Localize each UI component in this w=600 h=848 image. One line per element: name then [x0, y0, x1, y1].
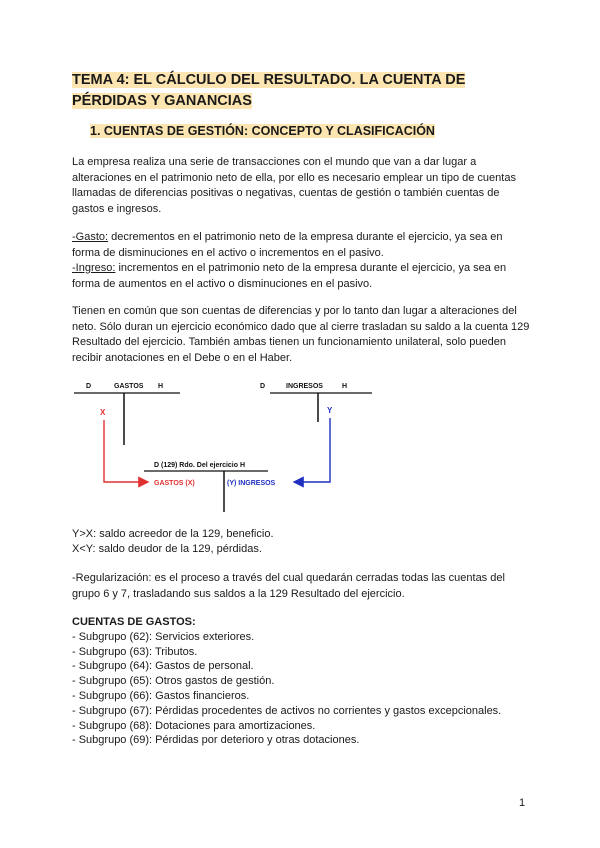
- result-line-2: X<Y: saldo deudor de la 129, pérdidas.: [72, 543, 262, 555]
- regularizacion-paragraph: -Regularización: es el proceso a través del cual quedarán cerradas todas las cuentas del grupo 6 y 7, trasladando sus saldos a la 129 Resultado del ejercicio.: [72, 572, 505, 600]
- gasto-text: decrementos en el patrimonio neto de la empresa durante el ejercicio, ya sea en forma de disminuciones en el activo o incrementos en el pasivo.: [72, 231, 503, 259]
- list-item: - Subgrupo (67): Pérdidas procedentes de activos no corrientes y gastos excepcionales.: [72, 704, 502, 717]
- expense-accounts-heading: CUENTAS DE GASTOS:: [72, 616, 196, 628]
- result-gastos-entry: GASTOS (X): [154, 480, 195, 487]
- list-item: - Subgrupo (64): Gastos de personal.: [72, 660, 254, 673]
- list-item: - Subgrupo (66): Gastos financieros.: [72, 689, 250, 702]
- x-label: X: [100, 408, 106, 417]
- ingreso-text: incrementos en el patrimonio neto de la empresa durante el ejercicio, ya sea en forma de aumentos en el activo o disminuciones en el pasivo.: [72, 262, 507, 290]
- gastos-haber-label: H: [158, 383, 164, 390]
- result-ingresos-entry: (Y) INGRESOS: [227, 480, 276, 487]
- expense-accounts-list: [72, 615, 501, 748]
- gastos-title: GASTOS: [114, 383, 144, 390]
- ingreso-definition: [72, 261, 532, 292]
- page-title: [72, 70, 472, 112]
- intro-paragraph: La empresa realiza una serie de transacciones con el mundo que van a dar lugar a alteraciones en el patrimonio neto de ella, por ello es necesario emplear un tipo de cuentas llamadas de diferencias positivas o negativas, cuentas de gestión o también cuentas de gastos e ingresos.: [72, 156, 516, 215]
- gastos-debe-label: D: [86, 383, 92, 390]
- list-item: - Subgrupo (68): Dotaciones para amortizaciones.: [72, 719, 316, 732]
- ingreso-term: -Ingreso:: [72, 262, 116, 274]
- section-title: [90, 122, 435, 140]
- list-item: - Subgrupo (62): Servicios exteriores.: [72, 630, 255, 643]
- page-number: 1: [519, 797, 526, 809]
- ingresos-title: INGRESOS: [286, 383, 323, 390]
- gastos-transfer-arrow: [104, 420, 148, 482]
- result-line-1: Y>X: saldo acreedor de la 129, beneficio.: [72, 528, 274, 540]
- list-item: - Subgrupo (65): Otros gastos de gestión.: [72, 675, 275, 688]
- page-title-text: TEMA 4: EL CÁLCULO DEL RESULTADO. LA CUENTA DE PÉRDIDAS Y GANANCIAS: [72, 72, 466, 109]
- account-flow-diagram: [72, 370, 532, 520]
- gasto-term: -Gasto:: [72, 231, 109, 243]
- result-account-header: D (129) Rdo. Del ejercicio H: [154, 462, 246, 469]
- y-label: Y: [327, 406, 333, 415]
- common-paragraph: Tienen en común que son cuentas de diferencias y por lo tanto dan lugar a alteraciones del neto. Sólo duran un ejercicio económico dado que al cierre trasladan su saldo a la cuenta 129 Resultado del ejercicio. También ambas tienen un funcionamiento unilateral, solo pueden recibir anotaciones en el Debe o en el Haber.: [72, 305, 530, 364]
- list-item: - Subgrupo (63): Tributos.: [72, 645, 198, 658]
- ingresos-haber-label: H: [342, 383, 348, 390]
- ingresos-transfer-arrow: [294, 418, 330, 482]
- gasto-definition: [72, 230, 532, 261]
- ingresos-debe-label: D: [260, 383, 266, 390]
- section-title-text: 1. CUENTAS DE GESTIÓN: CONCEPTO Y CLASIFICACIÓN: [90, 124, 435, 138]
- list-item: - Subgrupo (69): Pérdidas por deterioro y otras dotaciones.: [72, 734, 360, 747]
